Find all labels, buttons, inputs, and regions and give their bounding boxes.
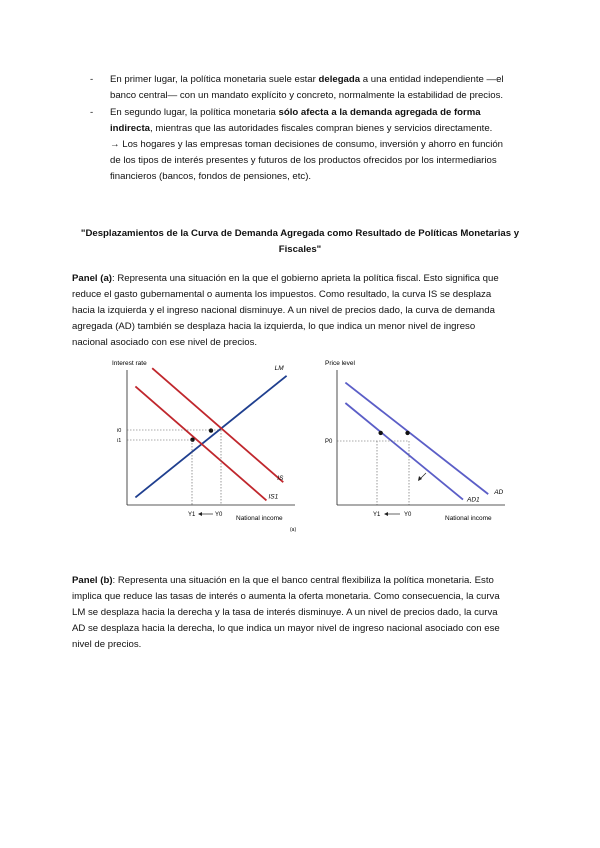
panel-a-line-1: Panel (a): Representa una situación en la que el gobierno aprieta la política fiscal. Esto significa que [72,273,499,284]
bullet-2-line-3: → Los hogares y las empresas toman decisiones de consumo, inversión y ahorro en función [110,139,504,150]
panel-b-line-3: LM se desplaza hacia la derecha y la tasa de interés disminuye. A un nivel de precios dado, la curva [72,607,498,618]
bullet-marker: - [90,74,94,85]
panel-a-line-3: hacia la izquierda y el ingreso nacional disminuye. A un nivel de precios dado, la curva de demanda [72,305,495,316]
curve-lm [135,376,286,501]
chart-b-series [345,383,503,504]
curve-ad [345,383,488,495]
section-heading: "Desplazamientos de la Curva de Demanda Agregada como Resultado de Políticas Monetarias y Fiscales" [80,228,520,255]
equilibrium-point [378,431,382,435]
equilibrium-point [209,428,213,432]
tick-i1: i1 [117,438,122,444]
x-axis-label: National income [445,515,492,522]
bullet-2-line-4: de los tipos de interés presentes y futuros de los productos ofrecidos por los intermediarios [110,155,497,166]
x-axis-label: National income [236,515,283,522]
bullet-2-line-1: En segundo lugar, la política monetaria sólo afecta a la demanda agregada de forma [110,107,481,118]
curve-label-is1: IS1 [268,493,279,501]
tick-y0: Y0 [215,512,223,518]
shift-arrowhead [418,476,422,481]
bullet-2-line-2: indirecta, mientras que las autoridades fiscales compran bienes y servicios directamente. [110,123,493,134]
equilibrium-point [405,431,409,435]
bullet-marker: - [90,107,94,118]
ad-chart [325,355,515,535]
tick-y1: Y1 [373,512,381,518]
is-lm-chart [110,355,300,535]
panel-b-line-1: Panel (b): Representa una situación en la que el banco central flexibiliza la política monetaria. Esto [72,575,494,586]
panel-b-line-2: implica que reduce las tasas de interés o aumenta la oferta monetaria. Como consecuencia, la curva [72,591,500,602]
curve-label-lm: LM [274,364,284,372]
y-axis-label: Price level [325,360,355,367]
arrowhead [198,512,202,516]
tick-y1: Y1 [188,512,196,518]
curve-label-ad1: AD1 [467,496,480,504]
panel-b-line-4: AD se desplaza hacia la derecha, lo que indica un mayor nivel de ingreso nacional asociado con ese [72,623,500,634]
tick-p0: P0 [325,439,333,445]
curve-label-ad: AD [494,489,504,497]
panel-a-line-5: nacional asociado con ese nivel de precios. [72,337,258,348]
y-axis-label: Interest rate [112,360,147,367]
curve-is1 [135,386,266,500]
arrowhead [384,512,388,516]
panel-a-line-4: agregada (AD) también se desplaza hacia la izquierda, lo que indica un menor nivel de ingreso [72,321,476,332]
tick-i0: i0 [117,428,122,434]
panel-a-line-2: reduce el gasto gubernamental o aumenta los impuestos. Como resultado, la curva IS se desplaza [72,289,492,300]
bullet-2-line-5: financieros (bancos, fondos de pensiones, etc). [110,171,312,182]
bullet-1-line-2: banco central— con un mandato explícito y concreto, normalmente la estabilidad de precios. [110,90,504,101]
equilibrium-point [190,437,194,441]
panel-b-line-5: nivel de precios. [72,639,142,650]
curve-ad1 [345,403,463,500]
curve-is [152,368,283,482]
bullet-1-line-1: En primer lugar, la política monetaria suele estar delegada a una entidad independiente —el [110,74,504,85]
tick-y0: Y0 [404,512,412,518]
curve-label-is: IS [277,475,284,483]
chart-a-series [135,365,286,501]
chart-caption: (a) [290,527,297,533]
